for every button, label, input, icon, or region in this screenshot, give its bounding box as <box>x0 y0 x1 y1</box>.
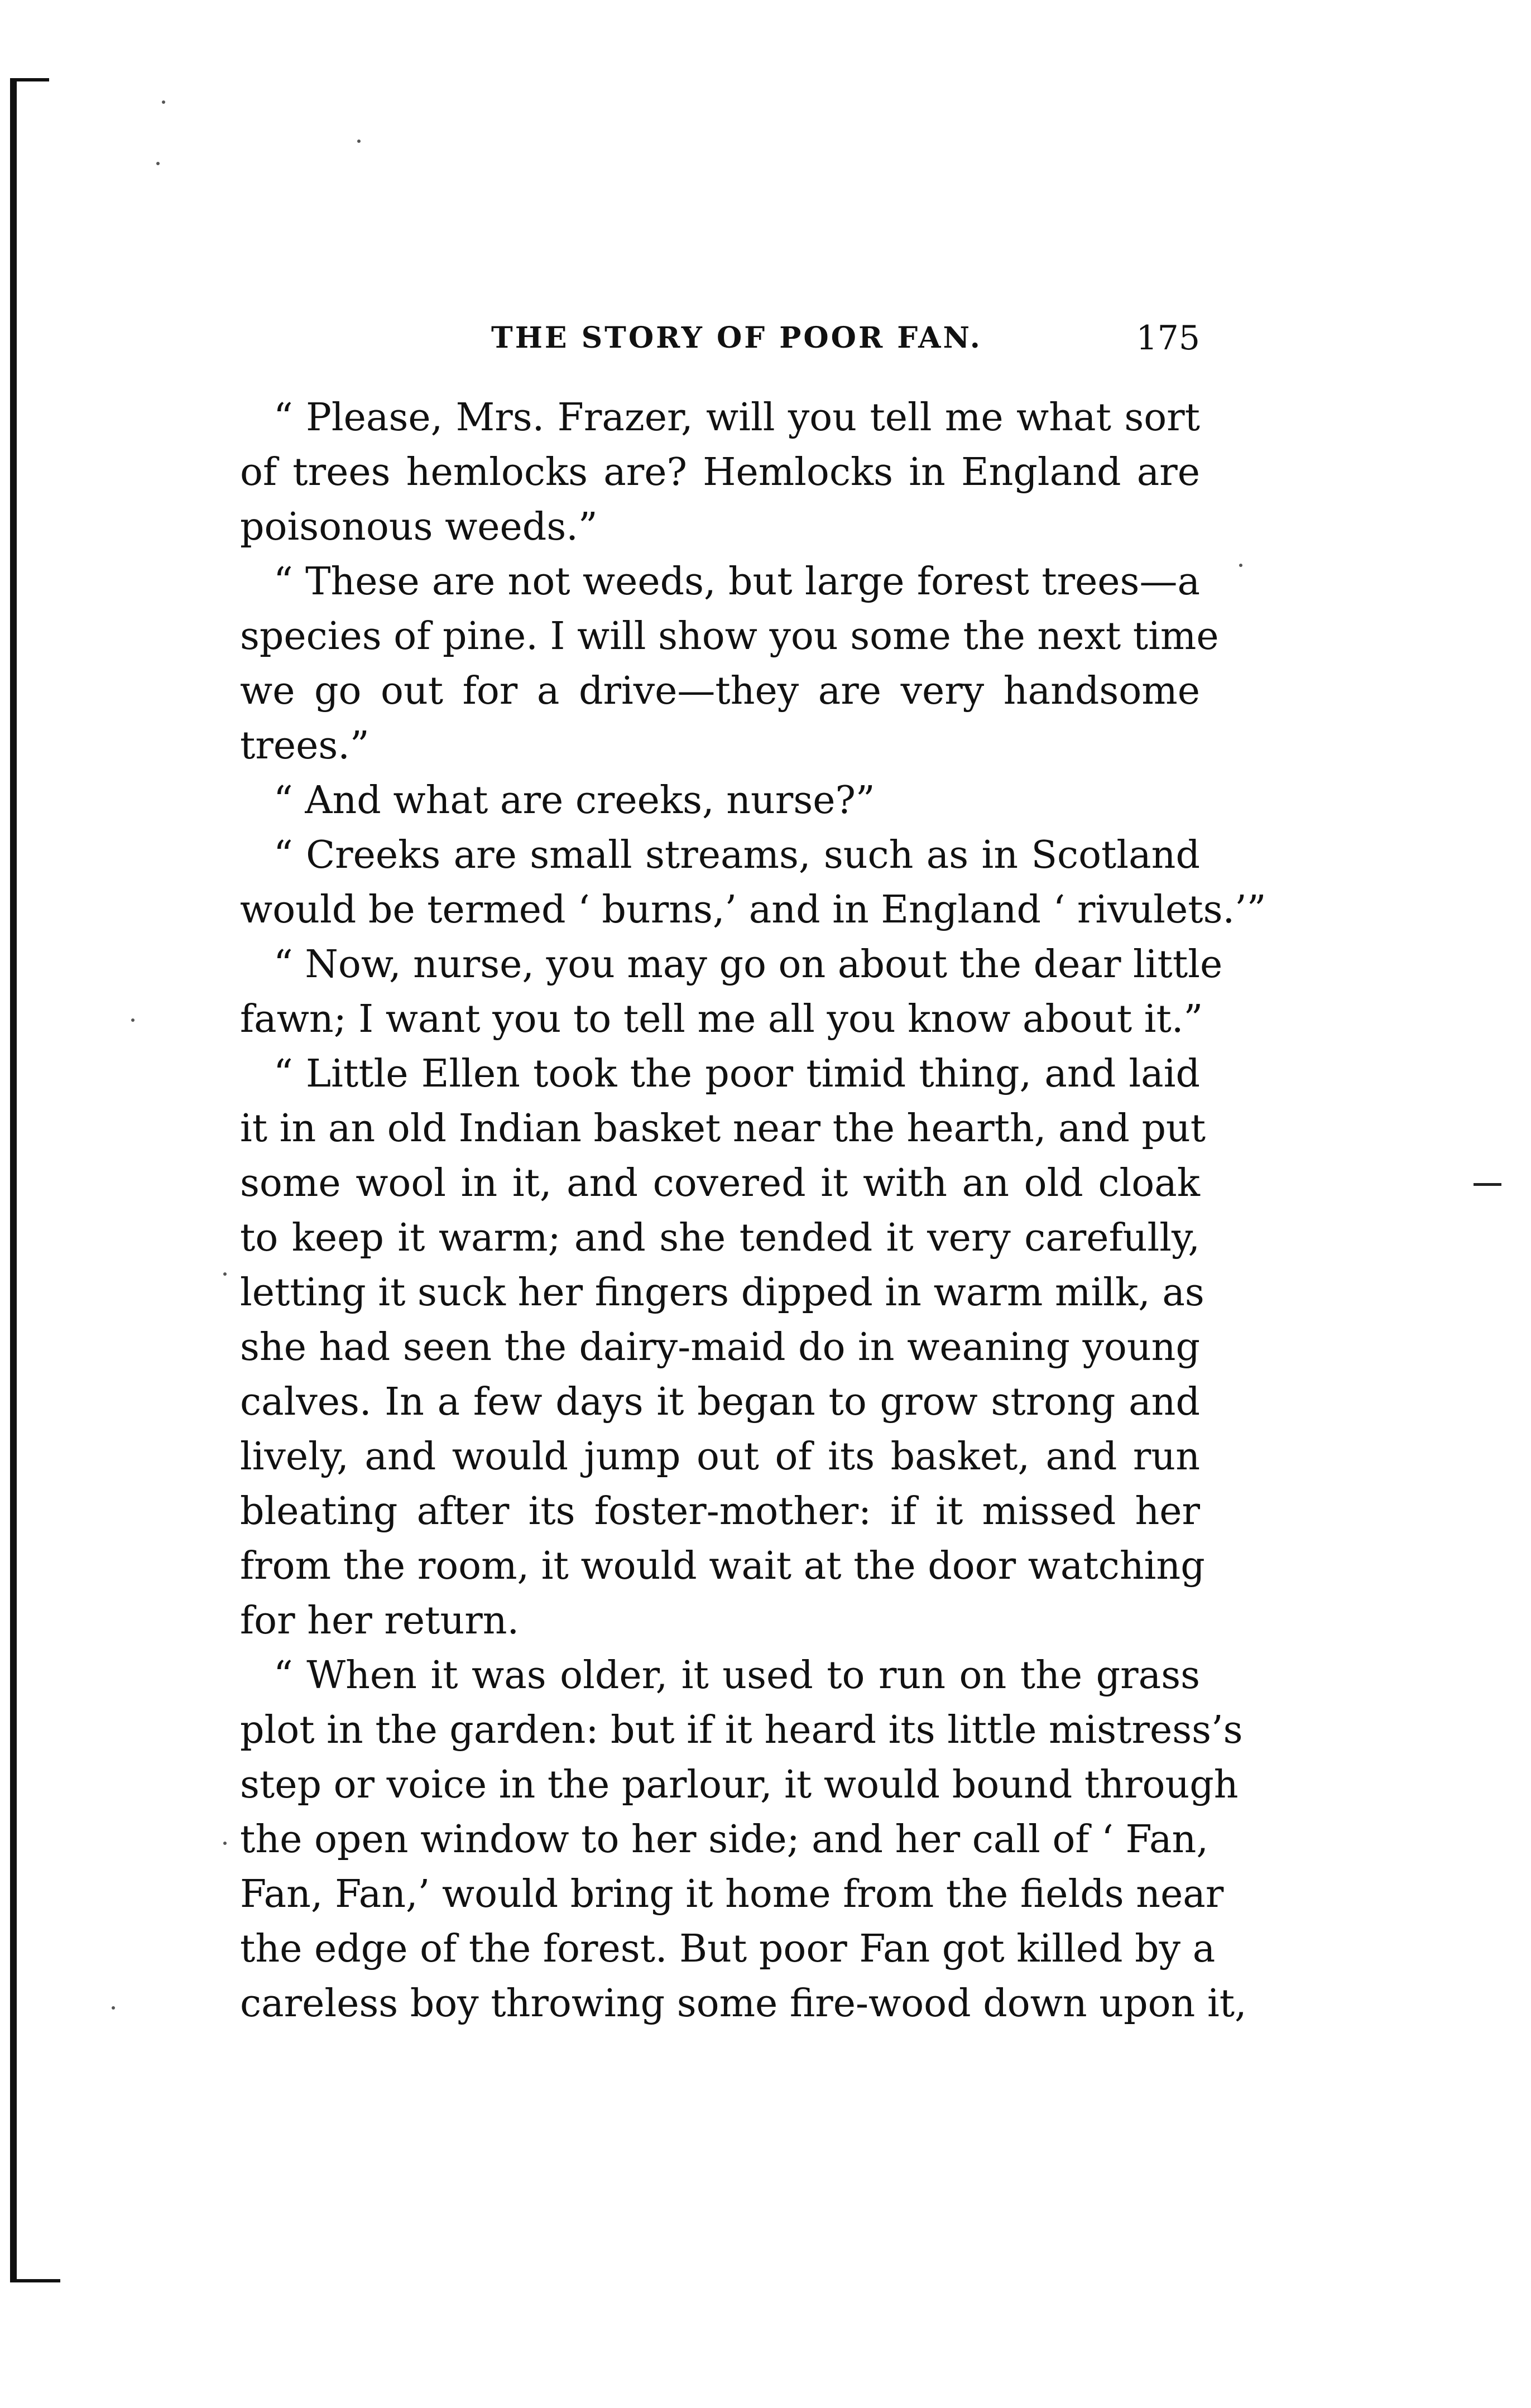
scan-speck <box>223 1842 227 1845</box>
scan-speck <box>112 2006 115 2010</box>
scan-speck <box>357 140 361 143</box>
text-line: plot in the garden: but if it heard its little mistress’s <box>240 1708 1243 1752</box>
text-line: calves. In a few days it began to grow strong and <box>240 1380 1200 1424</box>
text-line: she had seen the dairy-maid do in weaning young <box>240 1325 1200 1369</box>
text-line: lively, and would jump out of its basket, and run <box>240 1435 1200 1479</box>
text-line: fawn; I want you to tell me all you know about it.” <box>240 997 1203 1041</box>
page-edge-line <box>10 78 17 2282</box>
text-line: the edge of the forest. But poor Fan got killed by a <box>240 1927 1216 1971</box>
text-line: Fan, Fan,’ would bring it home from the fields near <box>240 1872 1224 1916</box>
text-line: letting it suck her fingers dipped in warm milk, as <box>240 1271 1204 1315</box>
text-line: some wool in it, and covered it with an old cloak <box>240 1161 1200 1205</box>
scan-speck <box>223 1272 227 1276</box>
text-line: species of pine. I will show you some the next time <box>240 614 1219 659</box>
text-line: to keep it warm; and she tended it very carefully, <box>240 1216 1200 1260</box>
text-line: we go out for a drive—they are very handsome <box>240 669 1200 713</box>
scan-speck <box>156 162 160 165</box>
text-line: from the room, it would wait at the door watching <box>240 1544 1205 1588</box>
text-line: “ Little Ellen took the poor timid thing, and laid <box>273 1052 1200 1096</box>
scan-speck <box>162 100 165 104</box>
text-line: the open window to her side; and her call of ‘ Fan, <box>240 1818 1208 1862</box>
page-edge-tick-bottom <box>10 2279 60 2282</box>
text-line: poisonous weeds.” <box>240 505 598 549</box>
text-line: careless boy throwing some fire-wood down upon it, <box>240 1982 1247 2026</box>
text-line: step or voice in the parlour, it would bound through <box>240 1763 1239 1807</box>
text-line: “ Creeks are small streams, such as in Scotland <box>273 833 1200 877</box>
text-line: of trees hemlocks are? Hemlocks in England are <box>240 450 1200 494</box>
text-line: would be termed ‘ burns,’ and in England ‘ rivulets.’” <box>240 888 1266 932</box>
text-line: “ Now, nurse, you may go on about the dear little <box>273 943 1223 987</box>
page-number: 175 <box>1136 319 1200 358</box>
scan-speck <box>131 1018 135 1022</box>
text-line: it in an old Indian basket near the hearth, and put <box>240 1107 1206 1151</box>
text-line: “ These are not weeds, but large forest trees—a <box>273 560 1200 604</box>
text-line: “ When it was older, it used to run on the grass <box>273 1654 1200 1698</box>
text-line: “ Please, Mrs. Frazer, will you tell me what sort <box>273 396 1200 440</box>
scan-speck <box>1239 564 1242 567</box>
body-text <box>240 391 1266 2065</box>
margin-mark <box>1474 1183 1501 1186</box>
text-line: trees.” <box>240 724 369 768</box>
running-title: THE STORY OF POOR FAN. <box>491 321 982 355</box>
page-edge-tick-top <box>10 78 49 81</box>
text-line: bleating after its foster-mother: if it missed her <box>240 1489 1200 1534</box>
text-line: “ And what are creeks, nurse?” <box>273 778 875 823</box>
text-line: for her return. <box>240 1599 520 1643</box>
running-head <box>240 321 1200 366</box>
